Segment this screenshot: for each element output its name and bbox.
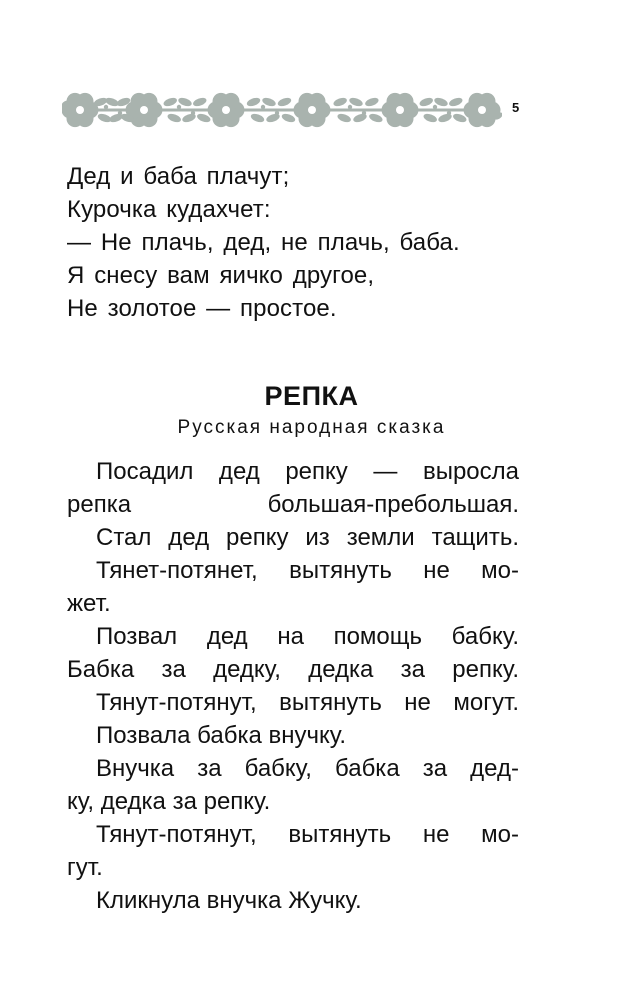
story-line: Кликнула внучка Жучку.: [96, 887, 362, 914]
poem-line: Дед и баба плачут;: [67, 163, 290, 190]
story-line: ку, дедка за репку.: [67, 788, 271, 815]
story-line: Посадил дед репку — выросла: [96, 458, 519, 485]
story-line: Стал дед репку из земли тащить.: [96, 524, 519, 551]
story-line: Внучка за бабку, бабка за дед-: [96, 755, 519, 782]
story-line: репка большая-пребольшая.: [67, 491, 519, 518]
story-line: гут.: [67, 854, 103, 881]
story-line: Позвал дед на помощь бабку.: [96, 623, 519, 650]
story-line: Тянут-потянут, вытянуть не мо-: [96, 821, 519, 848]
poem-line: Не золотое — простое.: [67, 295, 337, 322]
story-line: Бабка за дедку, дедка за репку.: [67, 656, 519, 683]
story-line: Позвала бабка внучку.: [96, 722, 347, 749]
poem-line: Курочка кудахчет:: [67, 196, 271, 223]
story-title: РЕПКА: [264, 381, 359, 411]
poem-line: Я снесу вам яичко другое,: [67, 262, 375, 289]
story-line: жет.: [67, 590, 111, 617]
story-text: [67, 455, 519, 917]
poem-fragment: [67, 160, 537, 325]
flower-vine-ornament-icon: [62, 86, 502, 134]
story-line: Тянут-потянут, вытянуть не могут.: [96, 689, 519, 716]
page-number: 5: [512, 100, 520, 115]
story-line: Тянет-потянет, вытянуть не мо-: [96, 557, 519, 584]
poem-line: — Не плачь, дед, не плачь, баба.: [67, 229, 460, 256]
story-subtitle: Русская народная сказка: [177, 417, 446, 438]
